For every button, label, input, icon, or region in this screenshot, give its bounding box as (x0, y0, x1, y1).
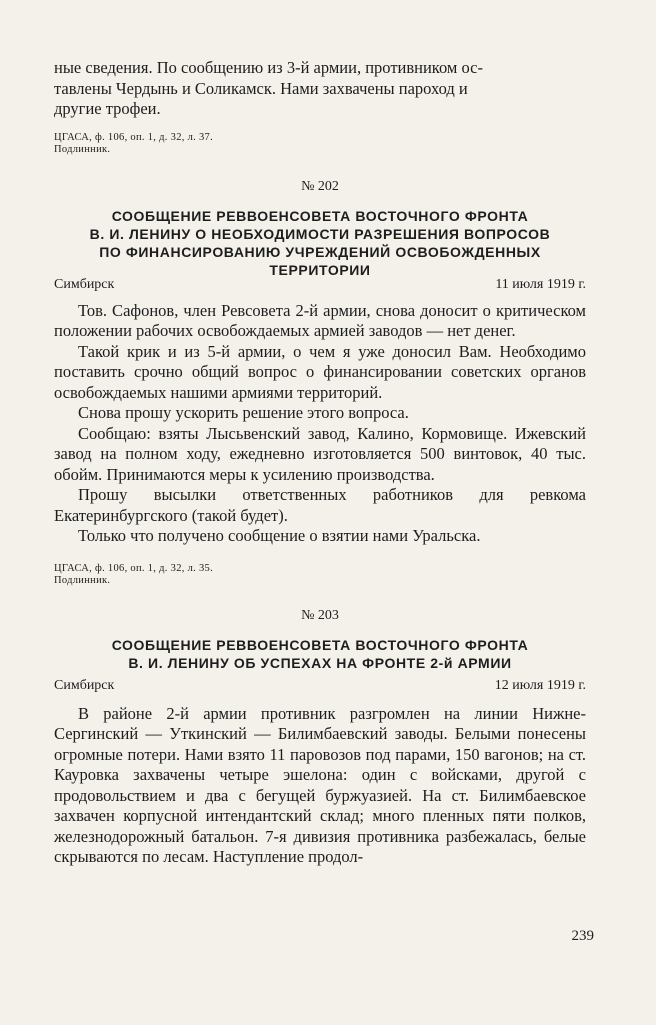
title-line: СООБЩЕНИЕ РЕВВОЕНСОВЕТА ВОСТОЧНОГО ФРОНТА (111, 636, 529, 653)
paragraph: Только что получено сообщение о взятии нами Уральска. (78, 526, 481, 545)
place: Симбирск (54, 276, 115, 292)
paragraph: Снова прошу ускорить решение этого вопроса. (78, 403, 409, 422)
source-original: Подлинник. (54, 575, 111, 586)
source-ref: ЦГАСА, ф. 106, оп. 1, д. 32, л. 37. (54, 131, 214, 143)
page-number: 239 (571, 928, 594, 944)
paragraph: Такой крик и из 5-й армии, о чем я уже доносил Вам. Необходимо поставить срочно общий вопрос о финансировании советских органов освобождаемых нашими армиями территорий. (54, 341, 586, 402)
place-date (54, 678, 586, 694)
document-title (54, 636, 586, 672)
place-date (54, 277, 586, 293)
title-line: ТЕРРИТОРИИ (269, 261, 371, 278)
title-line: В. И. ЛЕНИНУ О НЕОБХОДИМОСТИ РАЗРЕШЕНИЯ ВОПРОСОВ (89, 225, 551, 242)
paragraph: Сообщаю: взяты Лысьвенский завод, Калино, Кормовище. Ижевский завод на полном ходу, ежедневно изготовляется 500 винтовок, 40 тыс. обойм. Принимаются меры к усилению производства. (54, 423, 586, 484)
title-line: В. И. ЛЕНИНУ ОБ УСПЕХАХ НА ФРОНТЕ 2-й АРМИИ (128, 654, 512, 671)
source-ref: ЦГАСА, ф. 106, оп. 1, д. 32, л. 35. (54, 562, 214, 574)
date: 12 июля 1919 г. (494, 677, 586, 693)
document-number: № 202 (301, 178, 339, 194)
intro-line-3: другие трофеи. (54, 99, 161, 118)
paragraph: Тов. Сафонов, член Ревсовета 2-й армии, снова доносит о критическом положении рабочих освобождаемых армией заводов — нет денег. (54, 300, 586, 340)
intro-line-2: тавлены Чердынь и Соликамск. Нами захвачены пароход и (54, 78, 468, 98)
document-number: № 203 (301, 607, 339, 623)
date: 11 июля 1919 г. (495, 276, 586, 292)
intro-line-1: ные сведения. По сообщению из 3-й армии, противником ос- (54, 58, 483, 77)
document-page (54, 58, 586, 868)
document-title (54, 207, 586, 279)
place: Симбирск (54, 677, 115, 693)
paragraph: В районе 2-й армии противник разгромлен на линии Нижне-Сергинский — Уткинский — Билимбаевский заводы. Белыми понесены огромные потери. Нами взято 11 паровозов под парами, 150 вагонов; на ст. Кауровка захвачены четыре эшелона: один с войсками, другой с продовольствием и два с бегущей буржуазией. На ст. Билимбаевское захвачен корпусной интендантский склад; много пленных пяти полков, железнодорожный батальон. 7-я дивизия противника разбежалась, белые скрываются по лесам. Наступление продол- (54, 703, 586, 866)
source-original: Подлинник. (54, 144, 111, 155)
document-body (54, 704, 586, 868)
paragraph: Прошу высылки ответственных работников для ревкома Екатеринбургского (такой будет). (54, 485, 586, 525)
title-line: ПО ФИНАНСИРОВАНИЮ УЧРЕЖДЕНИЙ ОСВОБОЖДЕННЫХ (99, 243, 541, 260)
title-line: СООБЩЕНИЕ РЕВВОЕНСОВЕТА ВОСТОЧНОГО ФРОНТА (111, 207, 529, 224)
document-body (54, 301, 586, 547)
